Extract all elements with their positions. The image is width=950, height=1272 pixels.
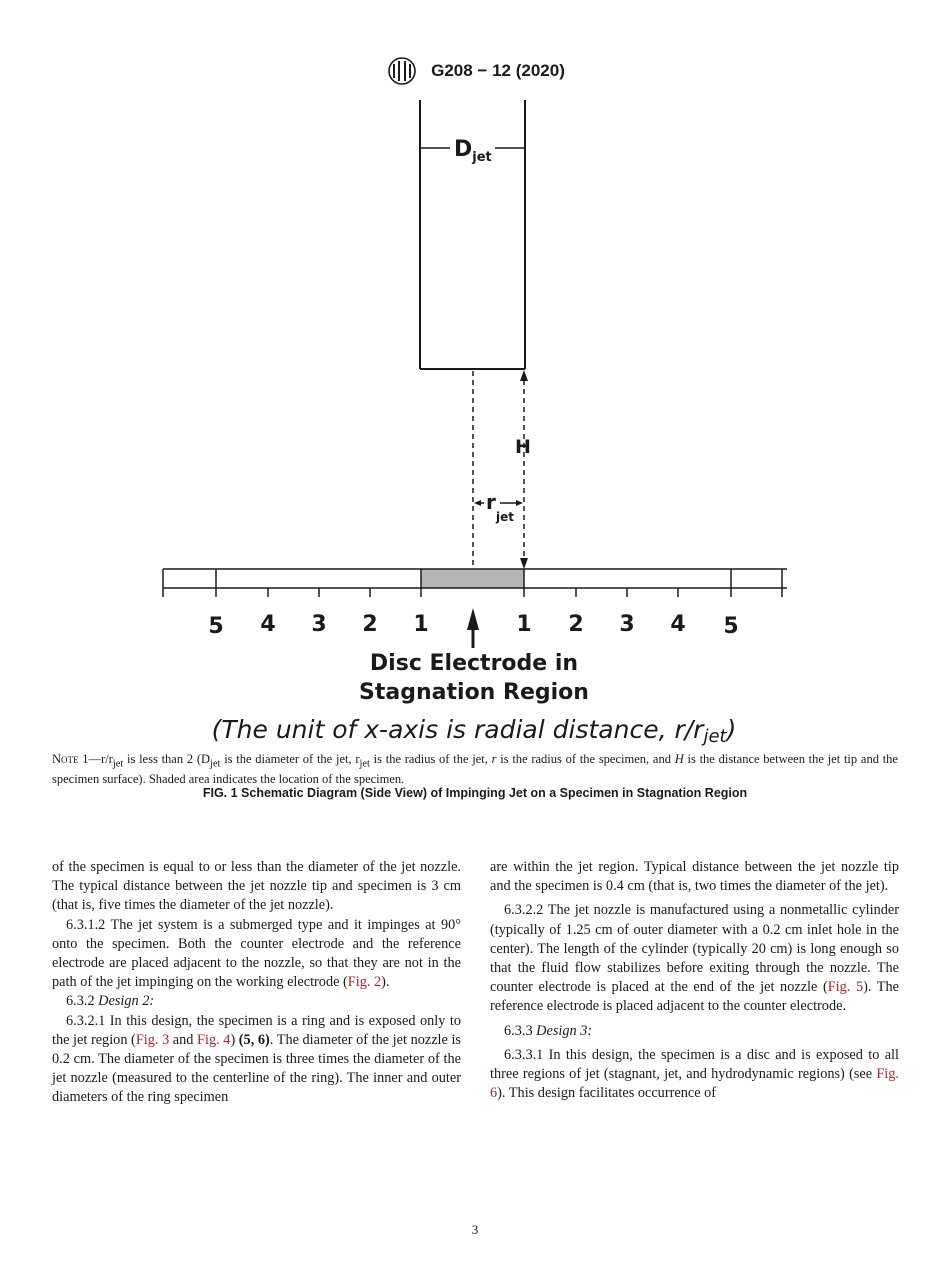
reference-link[interactable]: (5, 6) (238, 1031, 270, 1048)
tick-label-right-5: 5 (723, 614, 739, 639)
section-heading: 6.3.2 Design 2: (66, 993, 155, 1010)
tick-label-right-3: 3 (619, 612, 635, 637)
left-column (52, 858, 461, 1108)
fig-3-link[interactable]: Fig. 3 (135, 1031, 170, 1048)
r-jet-label: r (486, 490, 496, 514)
figure-note: Note $1—r/r_{jet}$ is less than 2 ($D_{jet}$ is the diameter of the jet, $r_{jet}$ is the radius of the jet, r is the radius of the specimen, and H is the distance between the jet tip and the specimen surface). Shaded area indicates the location of the specimen. (52, 752, 898, 786)
paragraph: 6.3.3.1 In this design, the specimen is a disc and is exposed to all three regions of jet (stagnant, jet, and hydrodynamic regions) (see Fig. 6). This design facilitates occurrence of (490, 1046, 899, 1102)
paragraph: are within the jet region. Typical distance between the jet nozzle tip and the specimen is 0.4 cm (that is, two times the diameter of the jet). (490, 859, 899, 895)
page-number: 3 (471, 1222, 479, 1237)
h-arrow-up (520, 370, 528, 381)
d-jet-label: $D_{jet}$ (454, 137, 492, 165)
tick-label-left-5: 5 (208, 614, 224, 639)
tick-label-left-2: 2 (362, 612, 378, 637)
tick-label-right-2: 2 (568, 612, 584, 637)
center-arrow-head (467, 608, 479, 630)
h-label: H (515, 436, 531, 458)
h-arrow-down (520, 558, 528, 569)
figure-caption: FIG. 1 Schematic Diagram (Side View) of Impinging Jet on a Specimen in Stagnation Region (202, 786, 748, 800)
paragraph: 6.3.2.1 In this design, the specimen is a ring and is exposed only to the jet region (Fig. 3 and Fig. 4) (5, 6). The diameter of the jet nozzle is 0.2 cm. The diameter of the specimen is three times the diameter of the jet nozzle (measured to the centerline of the ring). The inner and outer diameters of the ring specimen (52, 1012, 462, 1106)
r-jet-subscript: jet (496, 510, 514, 524)
fig-2-link[interactable]: Fig. 2 (347, 974, 382, 991)
paragraph: 6.3.1.2 The jet system is a submerged type and it impinges at 90° onto the specimen. Both the counter electrode and the reference electrode are placed adjacent to the nozzle, so that they are not in the path of the jet impinging on the working electrode (Fig. 2). (52, 916, 461, 991)
section-heading: 6.3.3 Design 3: (504, 1022, 593, 1039)
tick-label-right-4: 4 (670, 612, 686, 637)
right-column (490, 858, 899, 1103)
paragraph: of the specimen is equal to or less than the diameter of the jet nozzle. The typical distance between the jet nozzle tip and specimen is 3 cm (that is, five times the diameter of the jet nozzle). (52, 859, 461, 914)
fig-4-link[interactable]: Fig. 4 (197, 1031, 231, 1048)
tick-label-left-4: 4 (260, 612, 276, 637)
tick-label-left-1: 1 (413, 612, 429, 637)
tick-label-right-1: 1 (516, 612, 532, 637)
specimen-shaded-area (421, 569, 524, 588)
fig-6-link[interactable]: Fig. 6 (490, 1066, 899, 1102)
disc-electrode-label-line1: Disc Electrode in (369, 651, 579, 676)
standard-designation: G208 − 12 (2020) (431, 61, 565, 80)
x-axis-unit-label: (The unit of x-axis is radial distance, r/rjet) (211, 715, 737, 747)
disc-electrode-label-line2: Stagnation Region (359, 680, 589, 705)
paragraph: 6.3.2.2 The jet nozzle is manufactured using a nonmetallic cylinder (typically of 1.25 cm of outer diameter with a 0.2 cm inlet hole in the center). The length of the cylinder (typically 20 cm) is long enough so that the fluid flow stabilizes before exiting through the nozzle. The counter electrode is placed at the end of the jet nozzle (Fig. 5). The reference electrode is placed adjacent to the counter electrode. (490, 902, 899, 1015)
fig-5-link[interactable]: Fig. 5 (827, 979, 864, 996)
tick-label-left-3: 3 (311, 612, 327, 637)
